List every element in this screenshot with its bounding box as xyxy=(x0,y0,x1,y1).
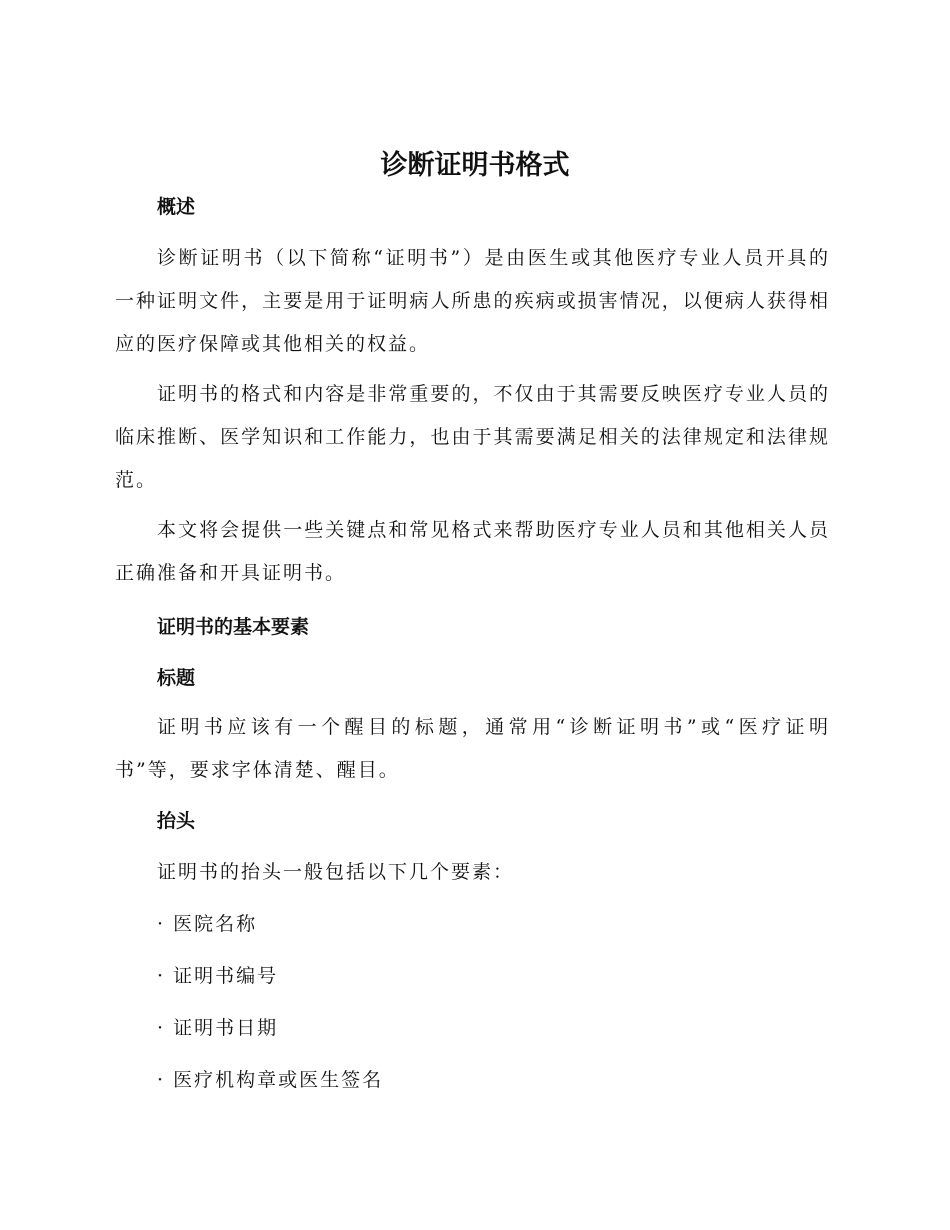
paragraph-overview-3: 本文将会提供一些关键点和常见格式来帮助医疗专业人员和其他相关人员正确准备和开具证明书。 xyxy=(115,519,830,584)
section-heading-header: 抬头 xyxy=(157,810,196,832)
list-item-certificate-date: · 证明书日期 xyxy=(157,1017,279,1039)
paragraph-title: 证明书应该有一个醒目的标题，通常用“诊断证明书”或“医疗证明书”等，要求字体清楚、醒目。 xyxy=(115,716,830,781)
list-item-seal-signature: · 医疗机构章或医生签名 xyxy=(157,1069,384,1091)
paragraph-overview-1: 诊断证明书（以下简称“证明书”）是由医生或其他医疗专业人员开具的一种证明文件，主要是用于证明病人所患的疾病或损害情况，以便病人获得相应的医疗保障或其他相关的权益。 xyxy=(115,247,830,355)
document-body xyxy=(115,190,830,1097)
paragraph-overview-2: 证明书的格式和内容是非常重要的，不仅由于其需要反映医疗专业人员的临床推断、医学知识和工作能力，也由于其需要满足相关的法律规定和法律规范。 xyxy=(115,383,830,491)
section-heading-basic-elements: 证明书的基本要素 xyxy=(157,616,310,638)
list-item-hospital-name: · 医院名称 xyxy=(157,913,258,935)
section-heading-overview: 概述 xyxy=(157,196,196,218)
page-title: 诊断证明书格式 xyxy=(380,150,570,181)
paragraph-header: 证明书的抬头一般包括以下几个要素： xyxy=(157,861,515,883)
section-heading-title: 标题 xyxy=(157,667,196,689)
list-item-certificate-number: · 证明书编号 xyxy=(157,965,279,987)
